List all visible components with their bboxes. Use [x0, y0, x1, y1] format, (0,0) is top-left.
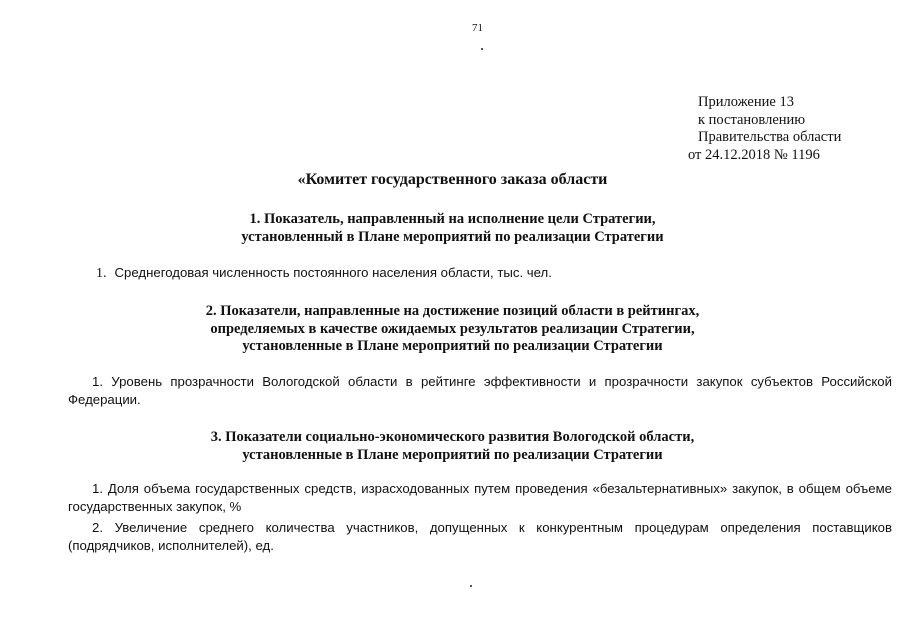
- appendix-line: к постановлению: [698, 111, 806, 128]
- section-1-item: [96, 264, 552, 282]
- heading-line: установленные в Плане мероприятий по реализации Стратегии: [242, 338, 663, 354]
- item-text: Среднегодовая численность постоянного населения области, тыс. чел.: [114, 265, 552, 280]
- document-title: «Комитет государственного заказа области: [297, 171, 608, 188]
- heading-line: 3. Показатели социально-экономического развития Вологодской области,: [210, 429, 695, 445]
- heading-line: установленный в Плане мероприятий по реализации Стратегии: [241, 228, 664, 245]
- appendix-line: от 24.12.2018 № 1196: [688, 146, 820, 163]
- scan-speck: [470, 585, 472, 587]
- heading-line: установленные в Плане мероприятий по реализации Стратегии: [242, 446, 663, 463]
- page-number: 71: [472, 22, 483, 34]
- heading-line: 2. Показатели, направленные на достижение позиций области в рейтингах,: [205, 303, 700, 319]
- section-3-item: [68, 519, 892, 554]
- section-1-heading: [0, 211, 905, 246]
- item-text: 2. Увеличение среднего количества участников, допущенных к конкурентным процедурам определения поставщиков (подрядчиков, исполнителей), ед.: [68, 520, 892, 553]
- appendix-line: Приложение 13: [698, 94, 794, 110]
- item-number: 1.: [96, 266, 107, 281]
- section-3-heading: [0, 429, 905, 464]
- heading-line: определяемых в качестве ожидаемых результатов реализации Стратегии,: [210, 320, 695, 337]
- scan-speck: [481, 48, 483, 50]
- item-text: 1. Доля объема государственных средств, израсходованных путем проведения «безальтернативных» закупок, в общем объеме государственных закупок, %: [68, 481, 892, 514]
- section-3-item: [68, 480, 892, 515]
- appendix-line: Правительства области: [698, 129, 842, 145]
- section-2-heading: [0, 303, 905, 356]
- item-text: 1. Уровень прозрачности Вологодской области в рейтинге эффективности и прозрачности закупок субъектов Российской Федерации.: [68, 374, 892, 407]
- heading-line: 1. Показатель, направленный на исполнение цели Стратегии,: [249, 211, 656, 227]
- section-2-item: [68, 373, 892, 408]
